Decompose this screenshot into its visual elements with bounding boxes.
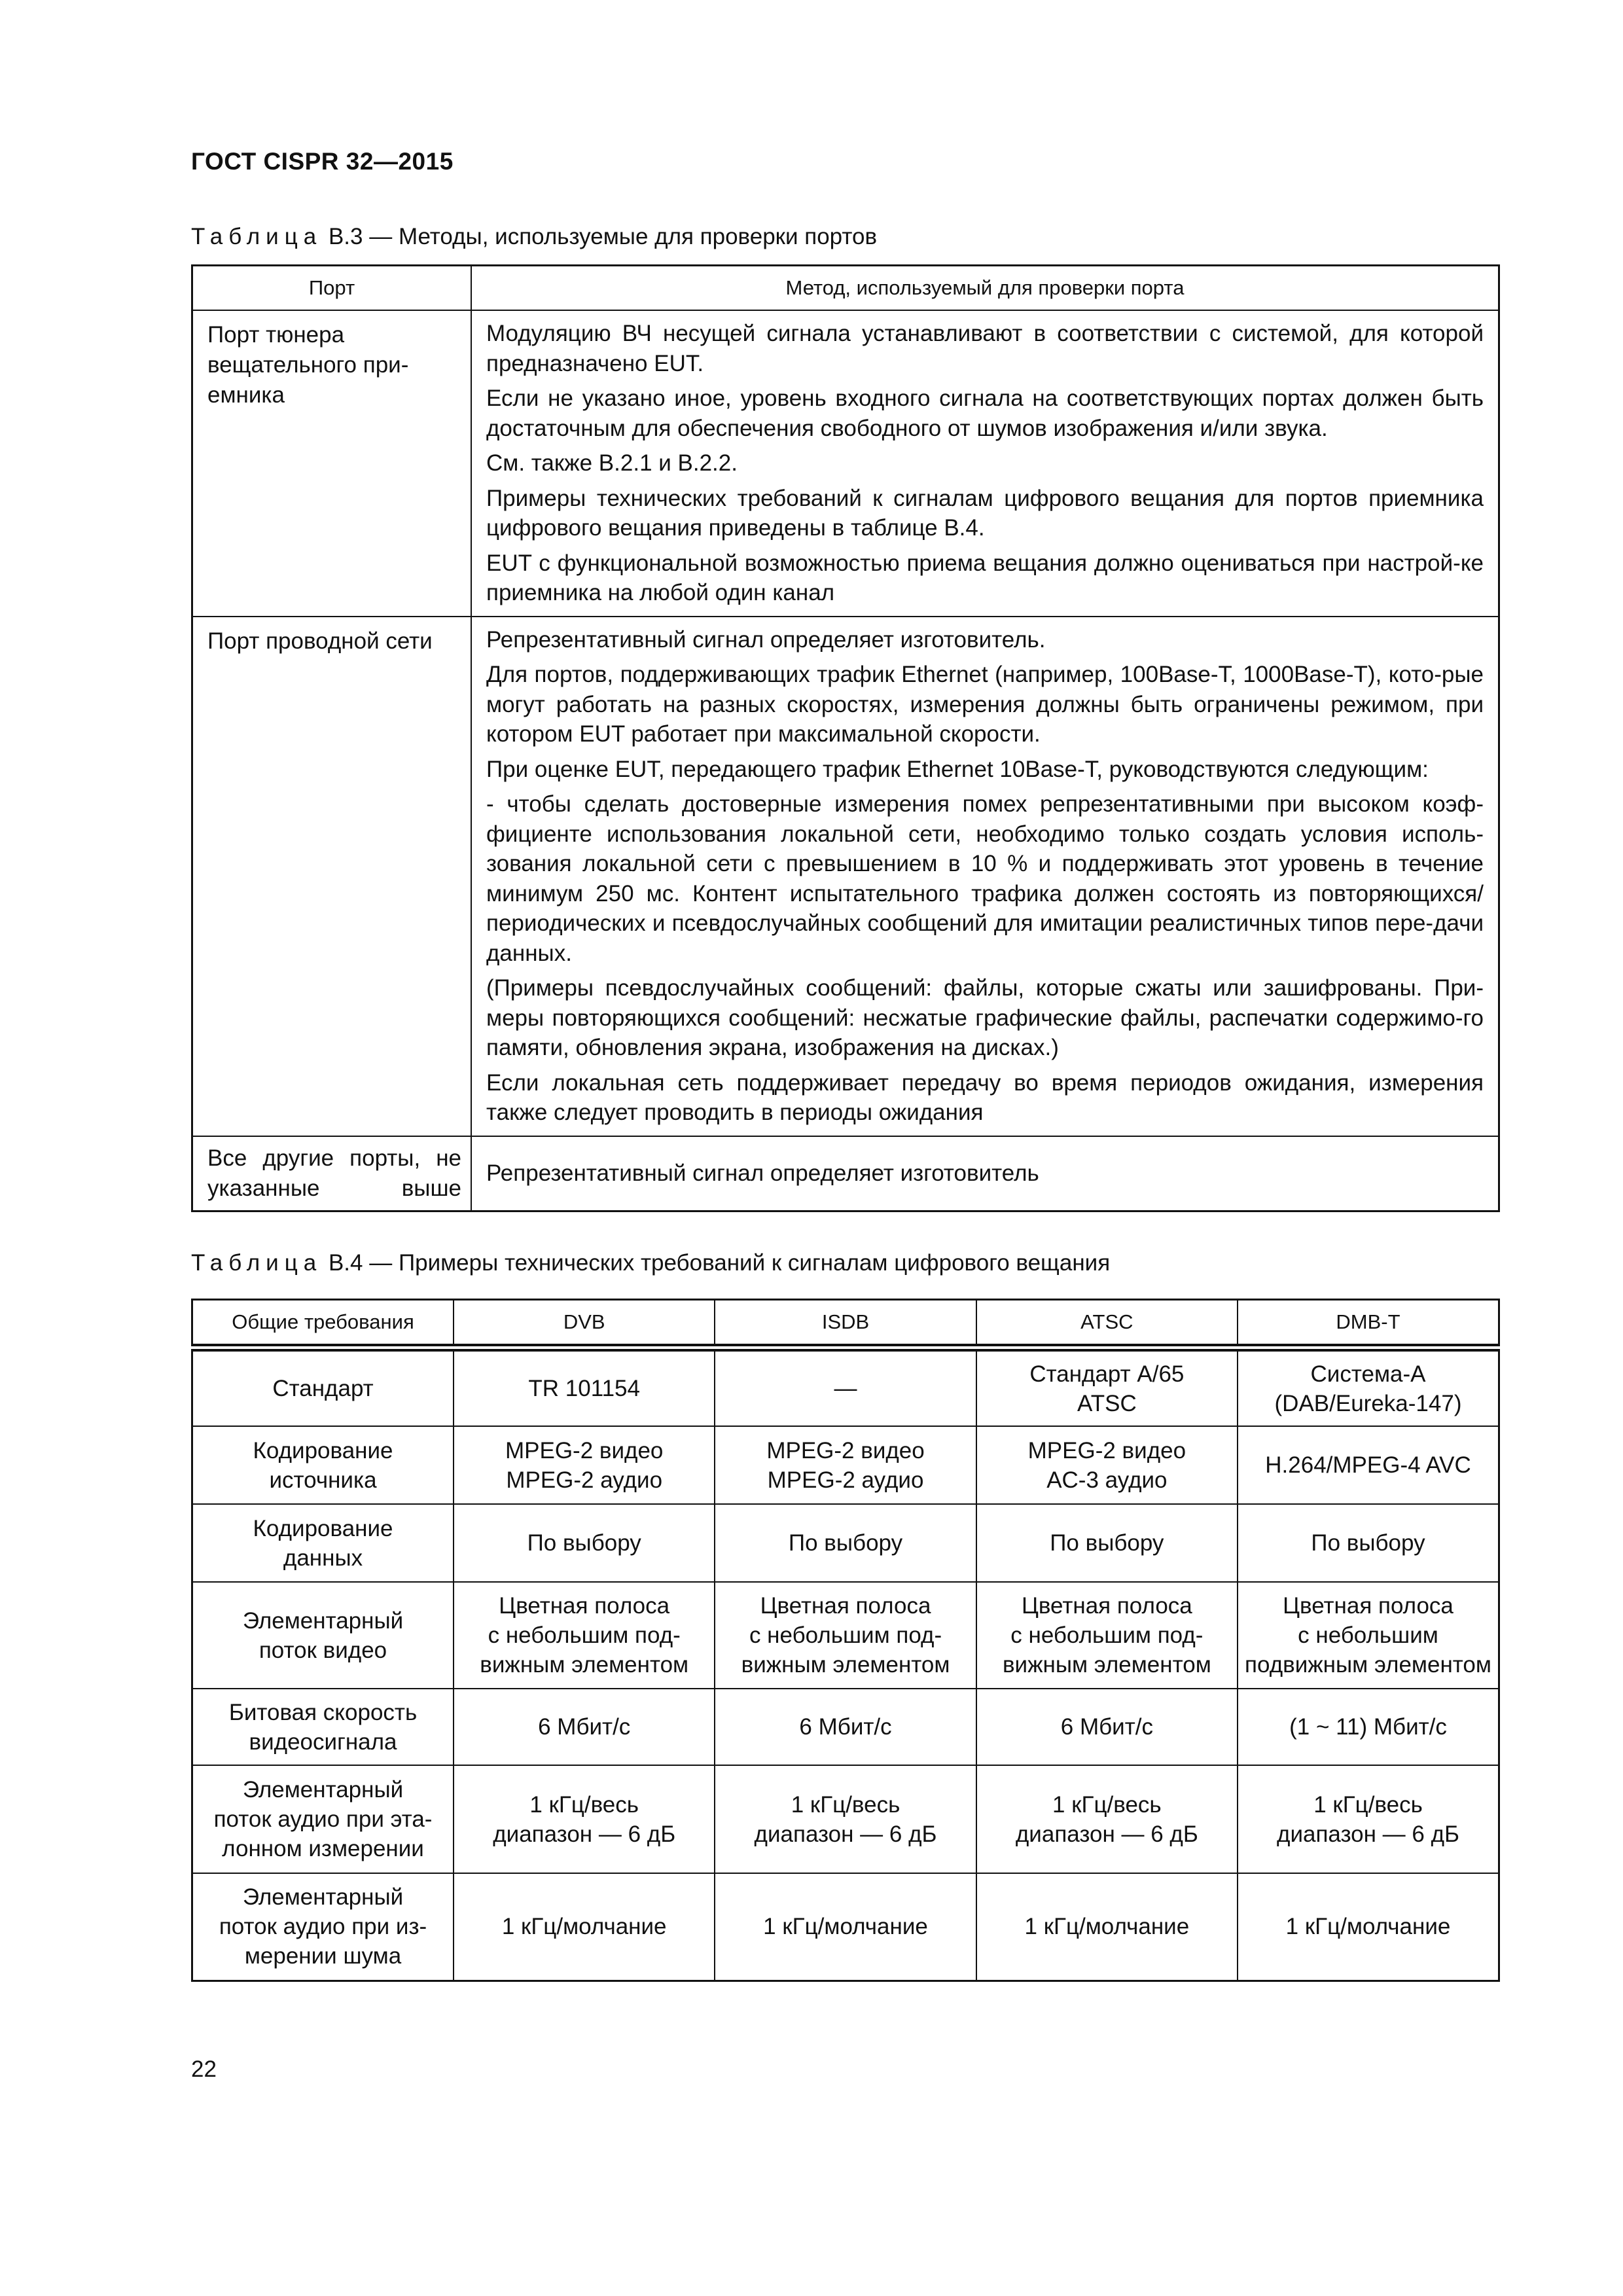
method-paragraph: (Примеры псевдослучайных сообщений: файлы, которые сжаты или зашифрованы. При-меры повторяющихся сообщений: несжатые графические файлы, распечатки содержимо-го памяти, обновления экрана, изображения на дисках.) [486, 975, 1484, 1060]
table-b4-caption [191, 1250, 1110, 1276]
page-number: 22 [191, 2056, 217, 2082]
table-cell: TR 101154 [454, 1348, 715, 1426]
table-cell: Битовая скорость видеосигнала [192, 1689, 454, 1765]
table-cell: 1 кГц/молчание [454, 1873, 715, 1981]
table-cell: 1 кГц/весь диапазон — 6 дБ [715, 1765, 976, 1873]
table-row [192, 1426, 1499, 1504]
method-paragraph: Репрезентативный сигнал определяет изготовитель. [486, 626, 1046, 653]
table-row [192, 1136, 1499, 1211]
method-cell [471, 1136, 1499, 1211]
table-cell: 1 кГц/весь диапазон — 6 дБ [976, 1765, 1238, 1873]
table-cell: По выбору [715, 1504, 976, 1582]
table-b4 [191, 1299, 1500, 1982]
table-cell: Элементарный поток аудио при эта- лонном измерении [192, 1765, 454, 1873]
table-cell: По выбору [976, 1504, 1238, 1582]
method-paragraph: EUT с функциональной возможностью приема вещания должно оцениваться при настрой-ке приемника на любой один канал [486, 550, 1484, 605]
table-caption-prefix: Таблица [191, 1250, 323, 1276]
table-row [192, 1873, 1499, 1981]
table-caption-prefix: Таблица [191, 224, 323, 249]
column-header-port: Порт [192, 266, 472, 311]
table-cell: Кодирование источника [192, 1426, 454, 1504]
table-row [192, 310, 1499, 617]
table-b3-caption [191, 224, 877, 250]
table-cell: Стандарт [192, 1348, 454, 1426]
table-cell: MPEG-2 видео MPEG-2 аудио [715, 1426, 976, 1504]
table-cell: MPEG-2 видео AC-3 аудио [976, 1426, 1238, 1504]
table-cell: По выбору [454, 1504, 715, 1582]
table-caption-text: В.4 — Примеры технических требований к сигналам цифрового вещания [322, 1250, 1111, 1276]
method-paragraph: Для портов, поддерживающих трафик Ethernet (например, 100Base-T, 1000Base-T), кото-рые могут работать на разных скоростях, измерения должны быть ограничены режимом, при котором EUT работает при максимальной скорости. [486, 662, 1484, 747]
table-row [192, 617, 1499, 1136]
method-cell [471, 617, 1499, 1136]
table-b3 [191, 264, 1500, 1212]
table-cell: По выбору [1238, 1504, 1499, 1582]
table-cell: 1 кГц/молчание [715, 1873, 976, 1981]
table-cell: H.264/MPEG-4 AVC [1238, 1426, 1499, 1504]
table-cell: Элементарный поток аудио при из- мерении шума [192, 1873, 454, 1981]
table-cell: 6 Мбит/с [715, 1689, 976, 1765]
table-cell: Система-А (DAB/Eureka-147) [1238, 1348, 1499, 1426]
table-cell: Кодирование данных [192, 1504, 454, 1582]
table-row [192, 1582, 1499, 1689]
method-paragraph: При оценке EUT, передающего трафик Ethernet 10Base-T, руководствуются следующим: [486, 756, 1429, 782]
table-cell: (1 ~ 11) Мбит/с [1238, 1689, 1499, 1765]
table-cell: Стандарт А/65 ATSC [976, 1348, 1238, 1426]
method-paragraph: См. также В.2.1 и В.2.2. [486, 450, 738, 476]
table-row [192, 1689, 1499, 1765]
table-cell: 6 Мбит/с [976, 1689, 1238, 1765]
method-paragraph: Модуляцию ВЧ несущей сигнала устанавливают в соответствии с системой, для которой предназначено EUT. [486, 321, 1484, 376]
table-cell: 1 кГц/молчание [1238, 1873, 1499, 1981]
table-row [192, 1765, 1499, 1873]
table-cell: 1 кГц/молчание [976, 1873, 1238, 1981]
method-paragraph: Если не указано иное, уровень входного сигнала на соответствующих портах должен быть достаточным для обеспечения свободного от шумов изображения и/или звука. [486, 386, 1484, 441]
port-cell: Порт проводной сети [192, 617, 472, 1136]
table-caption-text: В.3 — Методы, используемые для проверки портов [322, 224, 878, 249]
table-cell: Цветная полоса с небольшим подвижным элементом [1238, 1582, 1499, 1689]
method-paragraph: Примеры технических требований к сигналам цифрового вещания для портов приемника цифрового вещания приведены в таблице В.4. [486, 485, 1484, 541]
column-header-method: Метод, используемый для проверки порта [471, 266, 1499, 311]
table-cell: Элементарный поток видео [192, 1582, 454, 1689]
method-paragraph: Если локальная сеть поддерживает передачу во время периодов ожидания, измерения также следует проводить в периоды ожидания [486, 1069, 1484, 1125]
column-header: DMB-T [1238, 1300, 1499, 1348]
table-cell: Цветная полоса с небольшим под- вижным элементом [715, 1582, 976, 1689]
table-cell: 6 Мбит/с [454, 1689, 715, 1765]
table-header-row [192, 1300, 1499, 1348]
method-paragraph: - чтобы сделать достоверные измерения помех репрезентативными при высоком коэф-фициенте использования локальной сети, необходимо только создать условия исполь-зования локальной сети с превышением в 10 % и поддерживать этот уровень в течение минимум 250 мс. Контент испытательного трафика должен состоять из повторяющихся/ периодических и псевдослучайных сообщений для имитации реалистичных типов пере-дачи данных. [486, 791, 1484, 966]
column-header: ATSC [976, 1300, 1238, 1348]
port-cell: Порт тюнера вещательного при-емника [192, 310, 472, 617]
table-cell: 1 кГц/весь диапазон — 6 дБ [1238, 1765, 1499, 1873]
port-cell: Все другие порты, не указанные выше [192, 1136, 472, 1211]
column-header: Общие требования [192, 1300, 454, 1348]
table-row [192, 1348, 1499, 1426]
table-cell: Цветная полоса с небольшим под- вижным элементом [454, 1582, 715, 1689]
table-header-row [192, 266, 1499, 311]
table-cell: — [715, 1348, 976, 1426]
table-cell: 1 кГц/весь диапазон — 6 дБ [454, 1765, 715, 1873]
column-header: ISDB [715, 1300, 976, 1348]
method-cell [471, 310, 1499, 617]
table-cell: Цветная полоса с небольшим под- вижным элементом [976, 1582, 1238, 1689]
column-header: DVB [454, 1300, 715, 1348]
table-row [192, 1504, 1499, 1582]
document-header: ГОСТ CISPR 32—2015 [191, 148, 454, 175]
table-cell: MPEG-2 видео MPEG-2 аудио [454, 1426, 715, 1504]
method-paragraph: Репрезентативный сигнал определяет изготовитель [486, 1160, 1039, 1186]
